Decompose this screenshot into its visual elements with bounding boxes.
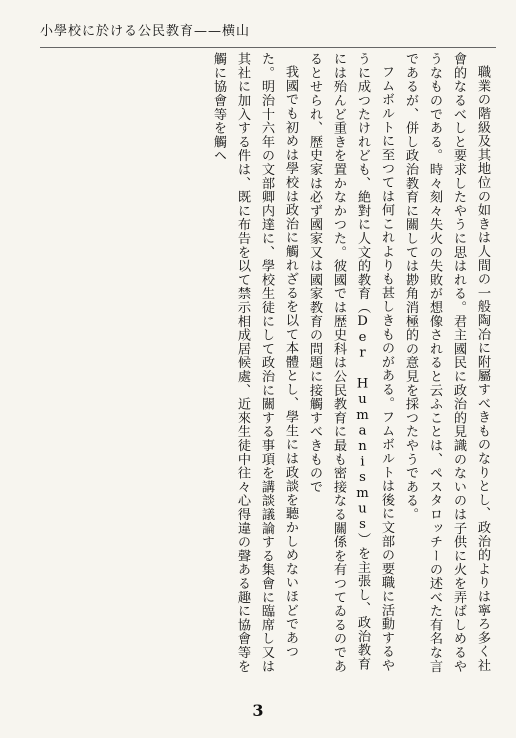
header-rule bbox=[40, 47, 496, 48]
body-text bbox=[26, 52, 494, 682]
paragraph-2: フムボルトに至つては何これよりも甚しきものがある。フムボルトは後に文部の要職に活動するやうに成つたけれども、絶對に人文的教育（Der Humanismus）を主張し、政治教育には殆んど重きを置かなかつた。彼國では歴史科は公民教育に最も密接なる關係を有つてゐるのであるとせられ、歴史家は必ず國家又は國家教育の問題に接觸すべきもので bbox=[307, 52, 394, 673]
paragraph-3: 我國でも初めは學校は政治に觸れざるを以て本體とし、學生には政談を聽かしめないほどであつた。明治十六年の文部卿内達に、學校生徒にして政治に關する事項を講談議論する集會に臨席し又は其社に加入する件は、既に布告を以て禁示相成居候處、近來生徒中往々心得違の聲ある趣に協會等を觸に協會等を觸ヘ bbox=[211, 52, 298, 673]
running-header bbox=[40, 14, 496, 44]
paragraph-1: 職業の階級及其地位の如きは人間の一般陶冶に附屬すべきものなりとし、政治的よりは寧ろ多く社會的なるべしと要求したやうに思はれる。君主國民に政治的見識のないのは子供に火を弄ばしめるやうなものである。時々刻々失火の失敗が想像されると云ふことは、ペスタロッチーの述べた有名な言であるが、併し政治教育に關しては尠角消極的の意見を採つたやうである。 bbox=[403, 52, 490, 673]
header-title: 小學校に於ける公民教育——横山 bbox=[40, 23, 251, 39]
page-number: 3 bbox=[252, 701, 264, 720]
